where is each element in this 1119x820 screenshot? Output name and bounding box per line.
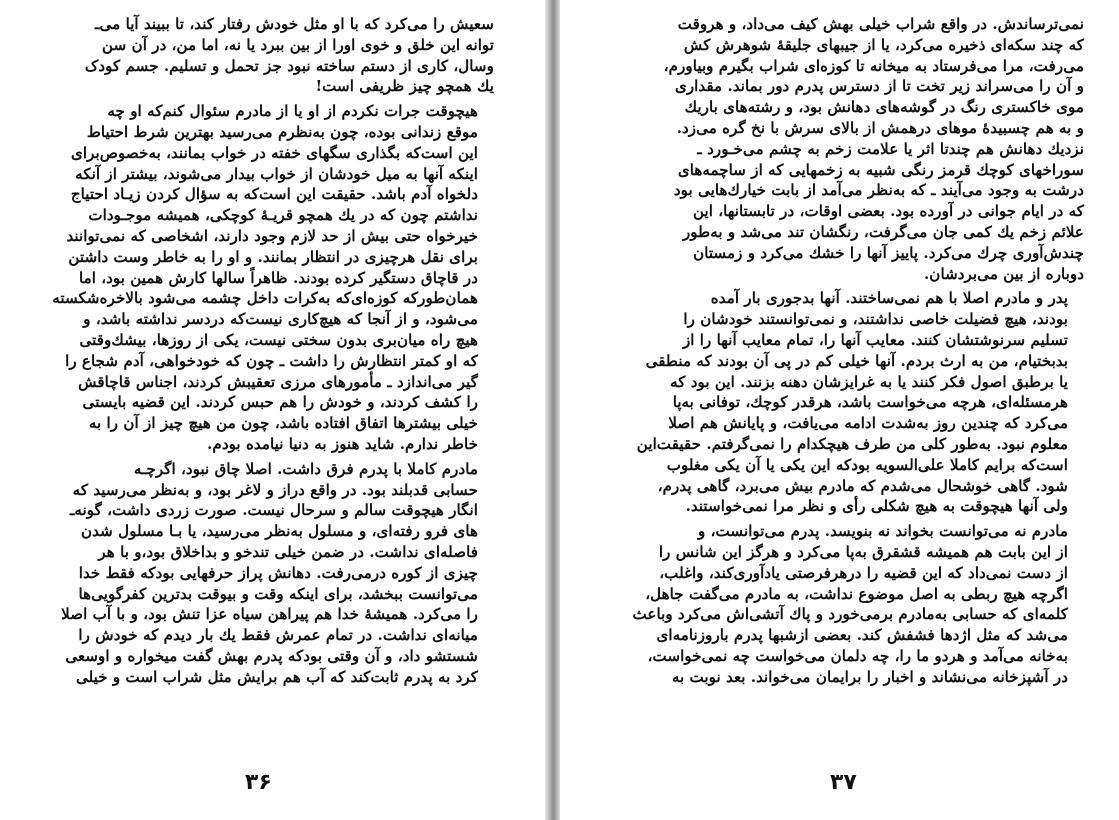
left-page xyxy=(0,0,545,820)
paragraph: هیچوقت جرات نکردم از او یا از مادرم سئوال کنم‌که او چه موقع زندانی بوده، چون به‌نظرم می‌رسید بهترین شرط احتیاط این است‌که بگذاری سگهای خفته در خواب بمانند، به‌خصوص‌برای اینکه آنها به میل خودشان از خواب بیدار می‌شوند، بیشتر از آنکه دلخواه آدم باشد. حقیقت این است‌که به سؤال کردن زیـاد احتیاج نداشتم چون که در یك همچو قریـهٔ کوچکی، همیشه موجـودات خیرخواه حتی بیش از حد لازم وجود دارند، اشخاصی که نمی‌توانند برای نقل هرچیزی در انتظار بمانند. و او را به خاطر وست داشتن در قاچاق دستگیر کرده بودند. ظاهراً سالها کارش همین بود، اما همان‌طورکه کوزه‌ای‌که به‌کرات داخل چشمه می‌شود بالاخره‌شکسته می‌شود، و از آنجا که هیچ‌کاری نیست‌که دردسر نداشته باشد، و هیچ راه میان‌بری بدون سختی نیست، یکی از روزها، بیشك‌وقتی که او کمتر انتظارش را داشت ـ چون که خودخواهی، آدم شجاع را گیر می‌اندازد ـ مأمورهای مرزی تعقیبش کردند، اجناس قاچاقش را کشف کردند، و خودش را هم حبس کردند. این قضیه بایستی خیلی بیشترها اتفاق افتاده باشد، چون من هیچ چیز از آن را به خاطر ندارم. شاید هنوز به دنیا نیامده بودم. xyxy=(52,102,478,453)
book-gutter xyxy=(545,0,560,820)
paragraph: نمی‌ترساندش. در واقع شراب خیلی بهش کیف می‌داد، و هروقت که چند سکه‌ای ذخیره می‌کرد، یا از جیبهای جلیقهٔ شوهرش کش می‌رفت، مرا می‌فرستاد به میخانه تا کوزه‌ای شراب بگیرم وبیاورم، و آن را می‌سراند زیر تخت تا از دسترس پدرم دور بماند. مقداری موی خاکستری رنگ در گوشه‌های دهانش بود، و رشته‌های باریك و به هم چسبیدهٔ موهای درهمش از بالای سرش با نخ گره می‌زد. نزدیك دهانش هم چندتا اثر یا علامت زخم به چشم می‌خـورد ـ سوراخهای کوچك قرمز رنگی شبیه به زخمهایی که از ساچمه‌های درشت به وجود می‌آیند ـ که به‌نظر می‌آمد از بابت خیارك‌هایی بود که در ایام جوانی در آورده بود. بعضی اوقات، در تابستانها، این علائم زخم یك کمی جان می‌گرفت، رنگشان تند می‌شد و به‌طور چندش‌آوری چرك می‌کرد. پاییز آنها را خشك می‌کرد و زمستان دوباره از بین می‌بردشان. xyxy=(663,15,1084,283)
paragraph: سعیش را می‌کرد که با او مثل خودش رفتار کند، تا ببیند آیا می‌ـ توانه این خلق و خوی اورا از بین ببرد یا نه، اما من، در آن سن وسال، کاری از دستم ساخته نبود جز تحمل و تسلیم. جسم کودک یك همچو چیز ظریفی است! xyxy=(84,15,494,96)
left-page-text xyxy=(42,14,494,688)
page-number: ۳۶ xyxy=(245,770,272,795)
right-page-text xyxy=(632,14,1084,688)
paragraph: پدر و مادرم اصلا با هم نمی‌ساختند. آنها بدجوری بار آمده بودند، هیچ فضیلت خاصی نداشتند، و نمی‌توانستند خودشان را تسلیم سرنوشتشان کنند. معایب آنها را، تمام معایب آنها را از بدبختیام، من به ارث بردم. آنها خیلی کم در پی آن بودند که منطقی یا برطبق اصول فکر کنند یا به غرایزشان دهنه بزنند. این بود که هرمسئله‌ای، هرچه می‌خواست باشد، هرقدر کوچك، توفانی به‌پا می‌کرد که چندین روز به‌شدت ادامه می‌یافت، و پایانش هم اصلا معلوم نبود. به‌طور کلی من طرف هیچکدام را نمی‌گرفتم. حقیقت‌این است‌که برایم کاملا علی‌السویه بودکه این یکی یا آن یکی مغلوب شود. گاهی خوشحال می‌شدم که مادرم بیش می‌برد، گاهی پدرم، ولی آنها هیچوقت به هیچ شکلی رأی و نظر مرا نمی‌خواستند. xyxy=(636,289,1068,516)
paragraph: مادرم نه می‌توانست بخواند نه بنویسد. پدرم می‌توانست، و از این بابت هم همیشه قشقرق به‌پا می‌کرد و هرگز این شانس را از دست نمی‌داد که این قضیه را درهرفرصتی یادآوری‌کند، واغلب، اگرچه هیچ ربطی به اصل موضوع نداشت، به مادرم می‌گفت جاهل، کلمه‌ای که حسابی به‌مادرم برمی‌خورد و پاك آتشی‌اش می‌کرد وباعث می‌شد که مثل اژدها فشفش کند. بعضی ازشبها پدرم باروزنامه‌ای به‌خانه می‌آمد و هردو ما را، چه دلمان می‌خواست چه نمی‌خواست، در آشپزخانه می‌نشاند و اخبار را برایمان می‌خواند. بعد نوبت به xyxy=(632,522,1068,686)
paragraph: مادرم کاملا با پدرم فرق داشت. اصلا چاق نبود، اگرچـه حسابی قدبلند بود. در واقع دراز و لاغر بود، و به‌نظر می‌رسید که انگار هیچوقت سالم و سرحال نیست. صورت زردی داشت، گونه‌ـ های فرو رفته‌ای، و مسلول به‌نظر می‌رسید، یا بـا مسلول شدن فاصله‌ای نداشت. در ضمن خیلی تندخو و بداخلاق بود،و با هر چیزی از کوره درمی‌رفت. دهانش پراز حرفهایی بودکه فقط خدا می‌توانست ببخشد، برای اینکه وقت و بیوقت بدترین کفرگویی‌ها را می‌کرد. همیشهٔ خدا هم پیراهن سیاه عزا تنش بود، و با آب اصلا میانه‌ای نداشت. در تمام عمرش فقط یك بار دیدم که خودش را شستشو داد، و آن وقتی بودکه پدرم بهش گفت میخواره و اوسعی کرد به پدرم ثابت‌کند که آب هم برایش مثل شراب است و خیلی xyxy=(61,459,478,686)
right-page xyxy=(560,0,1119,820)
page-number: ۳۷ xyxy=(830,770,857,795)
